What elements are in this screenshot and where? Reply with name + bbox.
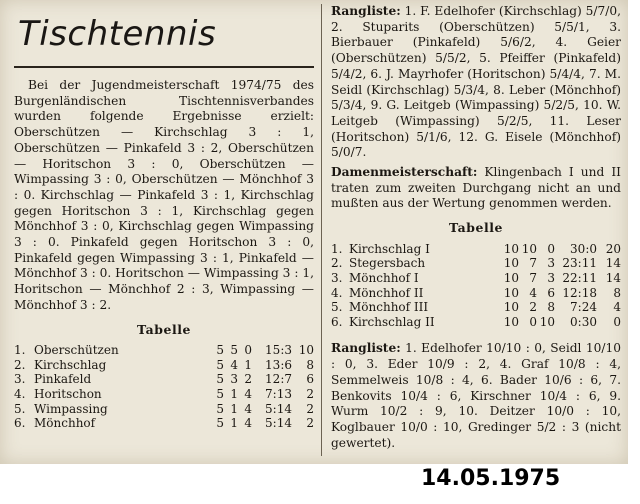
table-cell-games: 5 — [216, 357, 224, 372]
table-cell-lost: 0 — [547, 241, 555, 256]
ranking-women-label: Rangliste: — [331, 341, 401, 356]
table-row — [14, 343, 314, 358]
table-cell-team: Oberschützen — [34, 343, 119, 358]
table-cell-points: 8 — [613, 285, 621, 300]
table-cell-won: 0 — [529, 314, 537, 329]
ranking-youth-label: Rangliste: — [331, 4, 401, 18]
table-cell-points: 20 — [605, 241, 621, 256]
table-cell-pos: 4. — [14, 387, 26, 402]
table-cell-won: 1 — [230, 401, 238, 416]
table-cell-sets: 22:11 — [562, 271, 597, 286]
table-row — [14, 387, 314, 402]
table-cell-pos: 3. — [14, 372, 26, 387]
table-cell-games: 5 — [216, 387, 224, 402]
table-cell-sets: 7:13 — [265, 387, 292, 402]
table-cell-lost: 8 — [547, 300, 555, 315]
table-cell-points: 10 — [298, 343, 314, 358]
table-cell-lost: 2 — [244, 372, 252, 387]
table-cell-team: Kirchschlag — [34, 357, 107, 372]
table-cell-won: 3 — [230, 372, 238, 387]
table-cell-won: 4 — [230, 357, 238, 372]
table-cell-sets: 7:24 — [570, 300, 597, 315]
women-championship — [331, 165, 621, 212]
table-cell-team: Stegersbach — [349, 256, 426, 271]
table-cell-won: 10 — [521, 241, 537, 256]
table-cell-lost: 4 — [244, 401, 252, 416]
table-row — [331, 271, 621, 286]
table-cell-team: Mönchhof — [34, 416, 96, 431]
table-cell-sets: 13:6 — [265, 357, 292, 372]
table-cell-lost: 4 — [244, 387, 252, 402]
column-divider — [321, 4, 322, 456]
table-row — [331, 256, 621, 271]
table-cell-games: 5 — [216, 401, 224, 416]
table-cell-won: 5 — [230, 343, 238, 358]
table-cell-pos: 6. — [331, 314, 343, 329]
headline-rule — [14, 66, 314, 68]
table-cell-team: Wimpassing — [34, 401, 108, 416]
table-cell-pos: 2. — [14, 357, 26, 372]
table-row — [331, 315, 621, 330]
headline: Tischtennis — [18, 14, 217, 54]
date-stamp: 14.05.1975 — [421, 466, 561, 491]
table-cell-games: 5 — [216, 343, 224, 358]
table-cell-pos: 3. — [331, 271, 343, 286]
table-cell-sets: 12:7 — [265, 372, 292, 387]
women-standings-table — [331, 242, 621, 330]
table-cell-pos: 1. — [331, 241, 343, 256]
table-cell-team: Mönchhof I — [349, 271, 419, 286]
table-cell-sets: 0:30 — [570, 314, 597, 329]
table-cell-sets: 30:0 — [570, 241, 597, 256]
right-column — [331, 4, 621, 451]
table-cell-games: 10 — [503, 271, 519, 286]
table-cell-games: 10 — [503, 300, 519, 315]
ranking-youth — [331, 4, 621, 161]
table-cell-games: 5 — [216, 416, 224, 431]
table-cell-team: Mönchhof III — [349, 300, 429, 315]
table-cell-won: 4 — [529, 285, 537, 300]
table-cell-team: Kirchschlag I — [349, 241, 430, 256]
table-cell-sets: 12:18 — [562, 285, 597, 300]
table-cell-sets: 5:14 — [265, 401, 292, 416]
women-championship-label: Damenmeisterschaft: — [331, 165, 478, 180]
women-championship-text: Klingenbach I und II traten zum zweiten Durchgang nicht an und mußten aus der Wertung genommen werden. — [331, 165, 621, 211]
table-row — [331, 242, 621, 257]
table-cell-lost: 1 — [244, 357, 252, 372]
table-cell-lost: 4 — [244, 416, 252, 431]
table-cell-lost: 3 — [547, 271, 555, 286]
youth-table-title: Tabelle — [136, 321, 192, 337]
table-cell-games: 5 — [216, 372, 224, 387]
table-cell-team: Horitschon — [34, 387, 102, 402]
table-cell-team: Pinkafeld — [34, 372, 92, 387]
table-cell-pos: 5. — [331, 300, 343, 315]
ranking-women-text: 1. Edelhofer 10/10 : 0, Seidl 10/10 : 0, 3. Eder 10/9 : 2, 4. Graf 10/8 : 4, Semmelweis 10/8 : 4, 6. Bader 10/6 : 6, 7. Benkovits 10/4 : 6, Kirschner 10/4 : 6, 9. Wurm 10/2 : 9, 10. Deitzer 10/0 : 10, Koglbauer 10/0 : 10, Gredinger 5/2 : 3 (nicht gewertet). — [331, 341, 621, 450]
women-table-title: Tabelle — [448, 220, 504, 236]
table-cell-won: 7 — [529, 271, 537, 286]
table-cell-points: 2 — [306, 416, 314, 431]
table-cell-games: 10 — [503, 285, 519, 300]
table-cell-won: 2 — [529, 300, 537, 315]
table-cell-pos: 1. — [14, 343, 26, 358]
table-cell-lost: 6 — [547, 285, 555, 300]
table-cell-won: 7 — [529, 256, 537, 271]
table-cell-points: 14 — [605, 271, 621, 286]
table-row — [14, 372, 314, 387]
table-cell-games: 10 — [503, 314, 519, 329]
table-cell-team: Mönchhof II — [349, 285, 424, 300]
ranking-youth-text: 1. F. Edelhofer (Kirchschlag) 5/7/0, 2. Stuparits (Oberschützen) 5/5/1, 3. Bierbauer (Pinkafeld) 5/6/2, 4. Geier (Oberschützen) 5/5/2, 5. Pfeiffer (Pinkafeld) 5/4/2, 6. J. Mayrhofer (Horitschon) 5/4/4, 7. M. Seidl (Kirchschlag) 5/3/4, 8. Leber (Mönchhof) 5/3/4, 9. G. Leitgeb (Wimpassing) 5/2/5, 10. W. Leitgeb (Wimpassing) 5/2/5, 11. Leser (Horitschon) 5/1/6, 12. G. Eisele (Mönchhof) 5/0/7. — [331, 4, 621, 160]
table-cell-pos: 4. — [331, 285, 343, 300]
table-cell-lost: 0 — [244, 343, 252, 358]
table-cell-lost: 3 — [547, 256, 555, 271]
table-cell-points: 6 — [306, 372, 314, 387]
table-cell-points: 0 — [613, 314, 621, 329]
table-cell-points: 2 — [306, 387, 314, 402]
table-cell-team: Kirchschlag II — [349, 314, 435, 329]
table-row — [14, 358, 314, 373]
table-cell-lost: 10 — [539, 314, 555, 329]
table-cell-points: 14 — [605, 256, 621, 271]
table-cell-pos: 5. — [14, 401, 26, 416]
ranking-women — [331, 341, 621, 451]
table-cell-pos: 2. — [331, 256, 343, 271]
table-cell-sets: 15:3 — [265, 343, 292, 358]
table-cell-games: 10 — [503, 256, 519, 271]
table-cell-sets: 5:14 — [265, 416, 292, 431]
table-row — [14, 402, 314, 417]
youth-standings-table — [14, 343, 314, 431]
table-row — [14, 416, 314, 431]
table-row — [331, 300, 621, 315]
youth-report: Bei der Jugendmeisterschaft 1974/75 des Burgenländischen Tischtennisverbandes wurden folgende Ergebnisse erzielt: Oberschützen — Kirchschlag 3 : 1, Oberschützen — Pinkafeld 3 : 2, Oberschützen — Horitschon 3 : 0, Oberschützen — Wimpassing 3 : 0, Oberschützen — Mönchhof 3 : 0. Kirchschlag — Pinkafeld 3 : 1, Kirchschlag gegen Horitschon 3 : 1, Kirchschlag gegen Mönchhof 3 : 0, Kirchschlag gegen Wimpassing 3 : 0. Pinkafeld gegen Horitschon 3 : 0, Pinkafeld gegen Wimpassing 3 : 1, Pinkafeld — Mönchhof 3 : 0. Horitschon — Wimpassing 3 : 1, Horitschon — Mönchhof 2 : 3, Wimpassing — Mönchhof 3 : 2. — [14, 78, 314, 312]
table-cell-points: 8 — [306, 357, 314, 372]
table-cell-won: 1 — [230, 387, 238, 402]
table-cell-points: 2 — [306, 401, 314, 416]
table-cell-games: 10 — [503, 241, 519, 256]
table-cell-points: 4 — [613, 300, 621, 315]
left-column — [14, 78, 314, 431]
table-row — [331, 286, 621, 301]
table-cell-won: 1 — [230, 416, 238, 431]
table-cell-sets: 23:11 — [562, 256, 597, 271]
table-cell-pos: 6. — [14, 416, 26, 431]
